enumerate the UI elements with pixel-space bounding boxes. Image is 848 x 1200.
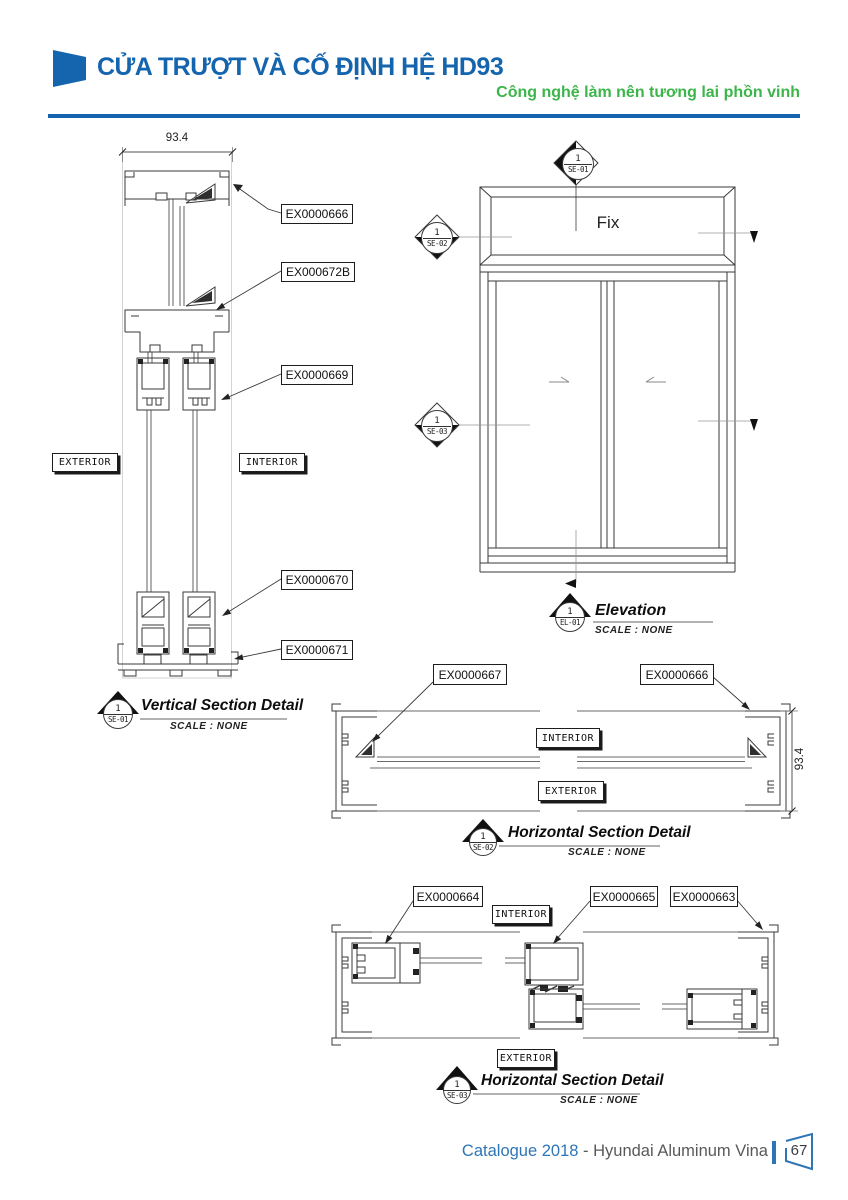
page-title: CỬA TRƯỢT VÀ CỐ ĐỊNH HỆ HD93 xyxy=(97,53,504,81)
elevation-fix-label: Fix xyxy=(596,213,620,232)
hs2-marker-code: SE-03 xyxy=(443,1090,471,1100)
vs-label-ex0000669: EX0000669 xyxy=(281,365,353,385)
hs1-label-ex0000667: EX0000667 xyxy=(433,664,507,685)
vs-marker-code: SE-01 xyxy=(104,714,132,724)
hs2-marker-number: 1 xyxy=(454,1080,460,1090)
hs1-scale: SCALE : NONE xyxy=(568,847,646,858)
vs-section-marker xyxy=(104,704,132,724)
hs2-label-ex0000663: EX0000663 xyxy=(670,886,738,907)
elevation-se01-code: SE-01 xyxy=(564,164,592,174)
vs-label-ex0000670: EX0000670 xyxy=(281,570,353,590)
hs2-title: Horizontal Section Detail xyxy=(481,1072,664,1089)
hs2-exterior-tag: EXTERIOR xyxy=(497,1049,555,1068)
vs-dimension: 93.4 xyxy=(165,132,189,144)
elevation-se01-number: 1 xyxy=(575,154,581,164)
footer-page-number: 67 xyxy=(790,1142,808,1159)
hs1-label-ex0000666: EX0000666 xyxy=(640,664,714,685)
hs1-section-marker xyxy=(469,832,497,852)
vs-title: Vertical Section Detail xyxy=(141,697,304,714)
footer-caption xyxy=(420,1142,768,1161)
vs-scale: SCALE : NONE xyxy=(170,721,248,732)
elevation-el01-code: EL-01 xyxy=(556,617,584,627)
footer-divider-bar xyxy=(772,1141,776,1164)
elevation-scale: SCALE : NONE xyxy=(595,625,673,636)
vertical-section-drawing xyxy=(97,147,287,729)
elevation-marker-se02 xyxy=(423,228,451,248)
hs2-interior-tag: INTERIOR xyxy=(492,905,550,924)
header-divider xyxy=(48,114,800,118)
hs1-marker-code: SE-02 xyxy=(469,842,497,852)
elevation-title-marker xyxy=(556,607,584,627)
elevation-marker-se01 xyxy=(564,154,592,174)
brand-logo-icon xyxy=(53,50,86,87)
hs2-label-ex0000665: EX0000665 xyxy=(590,886,658,907)
footer-company: - Hyundai Aluminum Vina xyxy=(583,1142,768,1160)
footer-catalogue: Catalogue 2018 xyxy=(461,1142,579,1160)
hs2-label-ex0000664: EX0000664 xyxy=(413,886,483,907)
elevation-se03-code: SE-03 xyxy=(423,426,451,436)
hs2-scale: SCALE : NONE xyxy=(560,1095,638,1106)
elevation-se02-code: SE-02 xyxy=(423,238,451,248)
hs1-marker-number: 1 xyxy=(480,832,486,842)
elevation-se03-number: 1 xyxy=(434,416,440,426)
page-subtitle: Công nghệ làm nên tương lai phồn vinh xyxy=(496,84,800,101)
hs2-section-marker xyxy=(443,1080,471,1100)
vs-exterior-tag: EXTERIOR xyxy=(52,453,118,472)
hs1-dimension: 93.4 xyxy=(794,747,806,771)
vs-label-ex0000666: EX0000666 xyxy=(281,204,353,224)
vs-marker-number: 1 xyxy=(115,704,121,714)
elevation-el01-number: 1 xyxy=(567,607,573,617)
hs1-title: Horizontal Section Detail xyxy=(508,824,691,841)
hs1-interior-tag: INTERIOR xyxy=(536,728,600,748)
vs-label-ex0000671: EX0000671 xyxy=(281,640,353,660)
elevation-title: Elevation xyxy=(595,602,667,619)
hs1-exterior-tag: EXTERIOR xyxy=(538,781,604,801)
vs-label-ex000672b: EX000672B xyxy=(281,262,355,282)
vs-interior-tag: INTERIOR xyxy=(239,453,305,472)
elevation-marker-se03 xyxy=(423,416,451,436)
elevation-se02-number: 1 xyxy=(434,228,440,238)
